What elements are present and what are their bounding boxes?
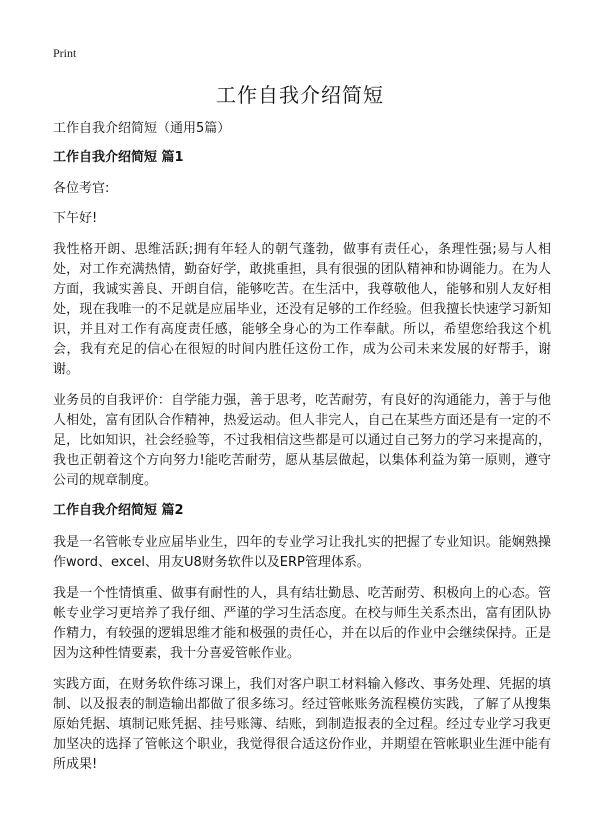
- greeting-line: 各位考官:: [53, 181, 110, 196]
- section-2: [53, 502, 551, 775]
- paragraph: 我性格开朗、思维活跃;拥有年轻人的朝气蓬勃，做事有责任心，条理性强;易与人相处，对工作充满热情，勤奋好学，敢挑重担，具有很强的团队精神和协调能力。在为人方面，我诚实善良、开朗自信，能够吃苦。在生活中，我尊敬他人，能够和别人友好相处，现在我唯一的不足就是应届毕业，还没有足够的工作经验。但我擅长快速学习新知识，并且对工作有高度责任感，能够全身心的为工作奉献。所以，希望您给我这个机会，我有充足的信心在很短的时间内胜任这份工作，成为公司未来发展的好帮手，谢谢。: [53, 242, 551, 377]
- document-subtitle: 工作自我介绍简短（通用5篇）: [53, 121, 231, 136]
- section-heading: 工作自我介绍简短 篇1: [53, 150, 184, 165]
- paragraph: 我是一名管帐专业应届毕业生，四年的专业学习让我扎实的把握了专业知识。能娴熟操作word、excel、用友U8财务软件以及ERP管理体系。: [53, 535, 551, 570]
- print-link[interactable]: Print: [53, 46, 77, 60]
- salutation-line: 下午好!: [53, 211, 98, 226]
- section-heading: 工作自我介绍简短 篇2: [53, 503, 184, 518]
- paragraph: 实践方面，在财务软件练习课上，我们对客户职工材料输入修改、事务处理、凭据的填制、以及报表的制造输出都做了很多练习。经过管帐账务流程模仿实践，了解了从搜集原始凭据、填制记账凭据、挂号账簿、结账，到制造报表的全过程。经过专业学习我更加坚决的选择了管帐这个职业，我觉得很合适这份作业，并期望在管帐职业生涯中能有所成果!: [53, 677, 551, 772]
- document-body: [53, 120, 551, 786]
- section-1: [53, 149, 551, 491]
- paragraph: 我是一个性情慎重、做事有耐性的人，具有结壮勤恳、吃苦耐劳、积极向上的心态。管帐专业学习更培养了我仔细、严谨的学习生活态度。在校与师生关系杰出，富有团队协作精力，有较强的逻辑思维才能和极强的责任心，并在以后的作业中会继续保持。正是因为这种性情要素，我十分喜爱管帐作业。: [53, 586, 551, 661]
- paragraph: 业务员的自我评价：自学能力强，善于思考，吃苦耐劳，有良好的沟通能力，善于与他人相处，富有团队合作精神，热爱运动。但人非完人，自己在某些方面还是有一定的不足，比如知识，社会经验等，不过我相信这些都是可以通过自己努力的学习来提高的，我也正朝着这个方向努力!能吃苦耐劳，愿从基层做起，以集体利益为第一原则，遵守公司的规章制度。: [53, 393, 551, 488]
- document-title: 工作自我介绍简短: [216, 83, 384, 107]
